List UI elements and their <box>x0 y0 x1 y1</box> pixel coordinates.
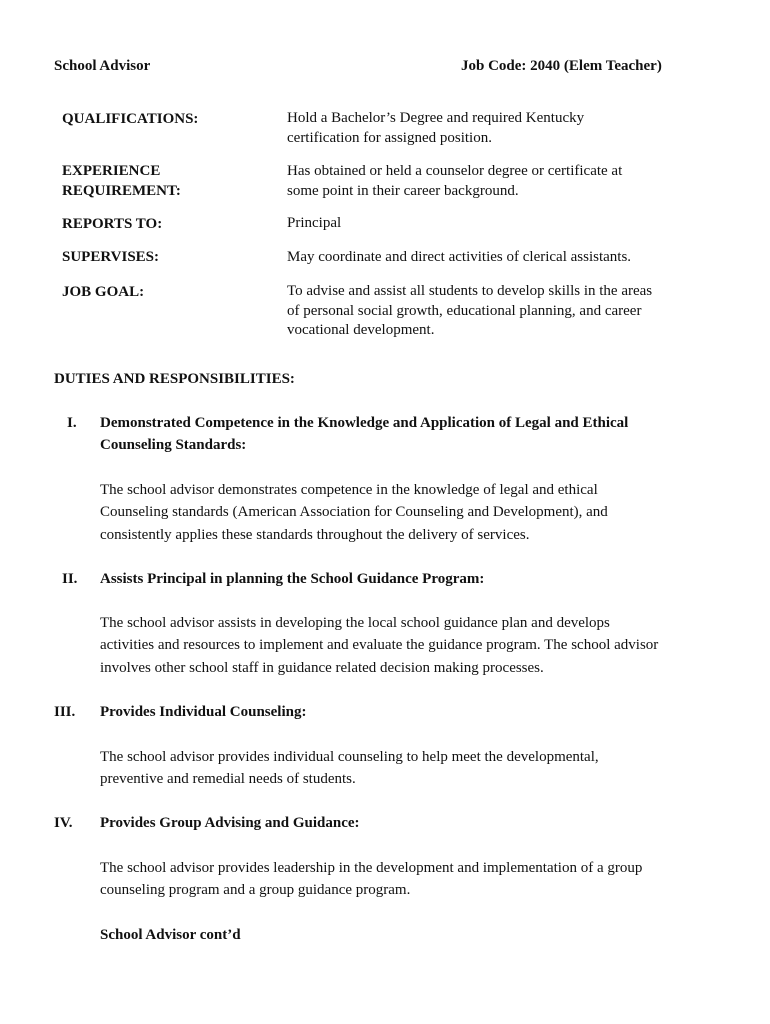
label-experience-requirement: EXPERIENCE REQUIREMENT: <box>62 163 181 199</box>
section-numeral: IV. <box>54 815 73 831</box>
section-heading: Provides Individual Counseling: <box>100 704 307 720</box>
section-numeral: II. <box>62 571 78 587</box>
label-qualifications: QUALIFICATIONS: <box>62 111 199 127</box>
section-body: The school advisor demonstrates competence in the knowledge of legal and ethical Counseling standards (American Association for Counseling and Development), and consistently applies these standards throughout the delivery of services. <box>100 482 608 543</box>
section-heading: Provides Group Advising and Guidance: <box>100 815 360 831</box>
section-heading: Demonstrated Competence in the Knowledge and Application of Legal and Ethical Counseling Standards: <box>100 415 629 454</box>
label-reports-to: REPORTS TO: <box>62 216 163 232</box>
label-supervises: SUPERVISES: <box>62 249 160 265</box>
section-body: The school advisor provides leadership in the development and implementation of a group counseling program and a group guidance program. <box>100 860 643 899</box>
section-body: The school advisor provides individual counseling to help meet the developmental, preventive and remedial needs of students. <box>100 749 599 788</box>
section-numeral: I. <box>67 415 77 431</box>
section-numeral: III. <box>54 704 76 720</box>
continued-label: School Advisor cont’d <box>100 927 241 943</box>
label-job-goal: JOB GOAL: <box>62 284 145 300</box>
value-supervises: May coordinate and direct activities of clerical assistants. <box>287 249 632 265</box>
value-reports-to: Principal <box>287 215 342 231</box>
value-experience-requirement: Has obtained or held a counselor degree or certificate at some point in their career background. <box>287 163 623 199</box>
section-heading: Assists Principal in planning the School Guidance Program: <box>100 571 485 587</box>
duties-heading: DUTIES AND RESPONSIBILITIES: <box>54 371 295 387</box>
section-body: The school advisor assists in developing the local school guidance plan and develops activities and resources to implement and evaluate the guidance program. The school advisor involves other school staff in guidance related decision making processes. <box>100 615 659 676</box>
job-code: Job Code: 2040 (Elem Teacher) <box>461 58 662 74</box>
value-qualifications: Hold a Bachelor’s Degree and required Kentucky certification for assigned position. <box>287 110 585 146</box>
document-title: School Advisor <box>54 58 151 74</box>
value-job-goal: To advise and assist all students to develop skills in the areas of personal social growth, educational planning, and career vocational development. <box>287 283 653 338</box>
